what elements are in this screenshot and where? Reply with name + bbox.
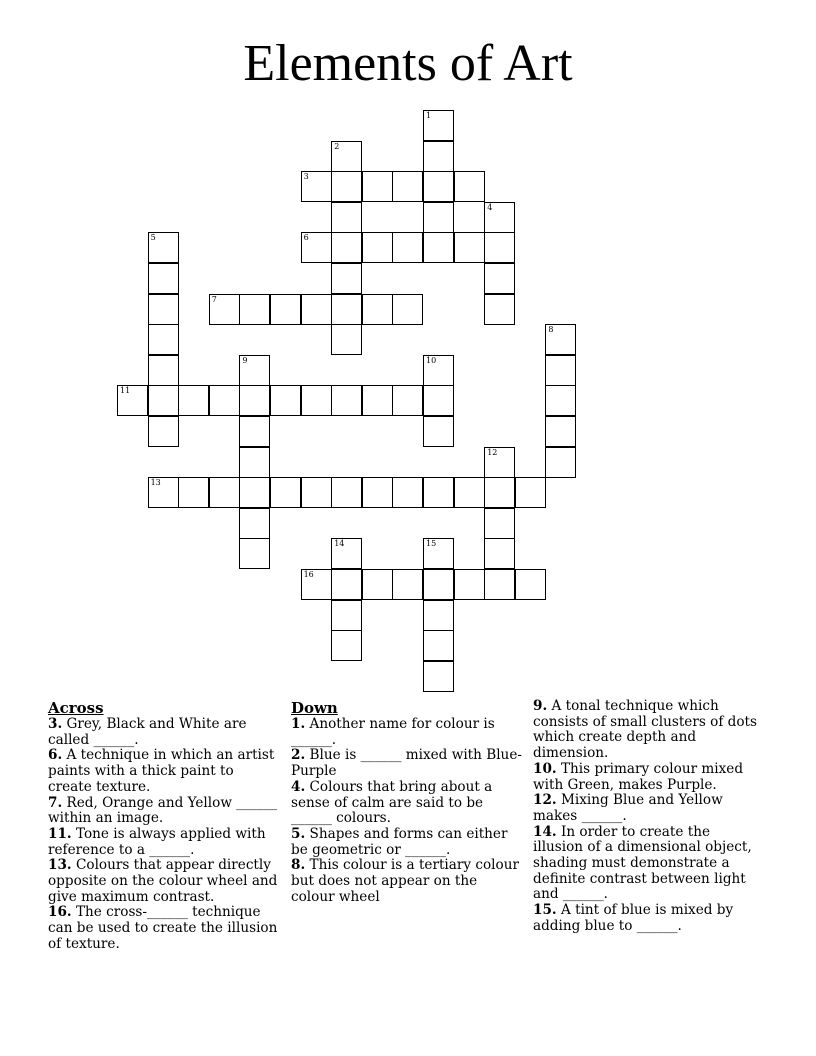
grid-cell[interactable] xyxy=(148,416,179,447)
grid-cell[interactable] xyxy=(423,110,454,141)
grid-cell[interactable] xyxy=(331,202,362,233)
grid-cell[interactable] xyxy=(545,447,576,478)
grid-cell[interactable] xyxy=(331,630,362,661)
down-clue xyxy=(533,793,763,824)
cell-number: 10 xyxy=(426,355,437,365)
down-clue xyxy=(533,903,763,934)
grid-cell[interactable] xyxy=(392,477,423,508)
grid-cell[interactable] xyxy=(545,416,576,447)
grid-cell[interactable] xyxy=(331,600,362,631)
down-clue xyxy=(291,717,523,748)
clue-text: In order to create the illusion of a dimensional object, shading must demonstrate a definite contrast between light and ______. xyxy=(533,823,752,903)
grid-cell[interactable] xyxy=(484,263,515,294)
grid-cell[interactable] xyxy=(423,141,454,172)
clue-number: 10. xyxy=(533,760,557,777)
grid-cell[interactable] xyxy=(392,171,423,202)
clue-text: Tone is always applied with reference to a ______. xyxy=(48,825,266,858)
grid-cell[interactable] xyxy=(454,477,485,508)
down-clue xyxy=(291,780,523,827)
grid-cell[interactable] xyxy=(239,508,270,539)
clue-text: This primary colour mixed with Green, makes Purple. xyxy=(533,760,744,793)
down-clue xyxy=(533,825,763,904)
grid-cell[interactable] xyxy=(331,141,362,172)
clue-text: A tint of blue is mixed by adding blue to ______. xyxy=(533,902,734,934)
grid-cell[interactable] xyxy=(423,477,454,508)
clue-text: A tonal technique which consists of small clusters of dots which create depth and dimension. xyxy=(533,698,757,762)
cell-number: 6 xyxy=(303,233,309,243)
cell-number: 7 xyxy=(211,294,217,304)
grid-cell[interactable] xyxy=(301,232,332,263)
grid-cell[interactable] xyxy=(454,171,485,202)
clue-number: 14. xyxy=(533,823,557,840)
clue-number: 13. xyxy=(48,857,72,874)
grid-cell[interactable] xyxy=(148,324,179,355)
down-clue xyxy=(291,827,523,858)
grid-cell[interactable] xyxy=(392,232,423,263)
grid-cell[interactable] xyxy=(331,538,362,569)
grid-cell[interactable] xyxy=(239,447,270,478)
down-clues-column-2 xyxy=(533,699,763,935)
grid-cell[interactable] xyxy=(331,232,362,263)
grid-cell[interactable] xyxy=(270,385,301,416)
clue-number: 15. xyxy=(533,902,557,919)
grid-cell[interactable] xyxy=(423,416,454,447)
cell-number: 16 xyxy=(303,570,314,579)
down-clue xyxy=(291,858,523,905)
cell-number: 12 xyxy=(487,447,498,457)
grid-cell[interactable] xyxy=(362,569,393,600)
grid-cell[interactable] xyxy=(484,447,515,478)
grid-cell[interactable] xyxy=(454,232,485,263)
clue-number: 16. xyxy=(48,904,72,921)
grid-cell[interactable] xyxy=(545,355,576,386)
grid-cell[interactable] xyxy=(239,477,270,508)
clue-number: 7. xyxy=(48,794,63,811)
clue-text: Colours that bring about a sense of calm are said to be ______ colours. xyxy=(291,778,493,827)
grid-cell[interactable] xyxy=(331,569,362,600)
grid-cell[interactable] xyxy=(148,355,179,386)
across-clues xyxy=(48,699,278,953)
grid-cell[interactable] xyxy=(484,538,515,569)
grid-cell[interactable] xyxy=(117,385,148,416)
cell-number: 4 xyxy=(487,202,493,212)
grid-cell[interactable] xyxy=(454,569,485,600)
cell-number: 8 xyxy=(548,325,554,335)
grid-cell[interactable] xyxy=(484,294,515,325)
grid-cell[interactable] xyxy=(331,263,362,294)
grid-cell[interactable] xyxy=(423,600,454,631)
across-clue xyxy=(48,827,278,858)
clue-text: Red, Orange and Yellow ______ within an image. xyxy=(48,794,278,827)
clue-text: Colours that appear directly opposite on the colour wheel and give maximum contrast. xyxy=(48,857,278,905)
grid-cell[interactable] xyxy=(239,538,270,569)
clue-number: 6. xyxy=(48,747,63,764)
clue-text: Another name for colour is ______. xyxy=(291,716,495,748)
grid-cell[interactable] xyxy=(362,232,393,263)
grid-cell[interactable] xyxy=(362,171,393,202)
grid-cell[interactable] xyxy=(392,294,423,325)
grid-cell[interactable] xyxy=(545,385,576,416)
grid-cell[interactable] xyxy=(331,324,362,355)
grid-cell[interactable] xyxy=(392,385,423,416)
cell-number: 13 xyxy=(150,478,161,488)
grid-cell[interactable] xyxy=(148,477,179,508)
cell-number: 11 xyxy=(120,386,131,396)
clue-number: 1. xyxy=(291,716,306,732)
grid-cell[interactable] xyxy=(423,630,454,661)
grid-cell[interactable] xyxy=(209,294,240,325)
grid-cell[interactable] xyxy=(331,294,362,325)
grid-cell[interactable] xyxy=(484,508,515,539)
clue-number: 8. xyxy=(291,857,306,874)
grid-cell[interactable] xyxy=(545,324,576,355)
clue-number: 11. xyxy=(48,825,72,842)
grid-cell[interactable] xyxy=(270,477,301,508)
clue-text: The cross-______ technique can be used to create the illusion of texture. xyxy=(48,904,278,952)
grid-cell[interactable] xyxy=(239,385,270,416)
grid-cell[interactable] xyxy=(178,477,209,508)
grid-cell[interactable] xyxy=(148,263,179,294)
grid-cell[interactable] xyxy=(239,294,270,325)
grid-cell[interactable] xyxy=(331,171,362,202)
grid-cell[interactable] xyxy=(331,385,362,416)
grid-cell[interactable] xyxy=(423,538,454,569)
cell-number: 5 xyxy=(150,233,156,243)
cell-number: 14 xyxy=(334,539,345,549)
grid-cell[interactable] xyxy=(423,232,454,263)
grid-cell[interactable] xyxy=(239,416,270,447)
across-heading: Across xyxy=(48,699,104,717)
grid-cell[interactable] xyxy=(362,477,393,508)
grid-cell[interactable] xyxy=(515,477,546,508)
grid-cell[interactable] xyxy=(362,294,393,325)
grid-cell[interactable] xyxy=(209,385,240,416)
grid-cell[interactable] xyxy=(484,202,515,233)
grid-cell[interactable] xyxy=(301,569,332,600)
down-heading: Down xyxy=(291,699,338,717)
down-clue xyxy=(533,699,763,762)
grid-cell[interactable] xyxy=(331,477,362,508)
clue-number: 5. xyxy=(291,825,306,842)
grid-cell[interactable] xyxy=(484,477,515,508)
cell-number: 2 xyxy=(334,141,340,151)
grid-cell[interactable] xyxy=(515,569,546,600)
clue-text: This colour is a tertiary colour but does not appear on the colour wheel xyxy=(291,857,519,905)
clue-text: Mixing Blue and Yellow makes ______. xyxy=(533,792,723,824)
grid-cell[interactable] xyxy=(423,661,454,692)
grid-cell[interactable] xyxy=(301,385,332,416)
grid-cell[interactable] xyxy=(423,202,454,233)
grid-cell[interactable] xyxy=(270,294,301,325)
down-clues-column-1 xyxy=(291,699,523,905)
grid-cell[interactable] xyxy=(148,294,179,325)
grid-cell[interactable] xyxy=(362,385,393,416)
down-clue xyxy=(291,748,523,779)
grid-cell[interactable] xyxy=(301,171,332,202)
grid-cell[interactable] xyxy=(423,171,454,202)
grid-cell[interactable] xyxy=(423,569,454,600)
grid-cell[interactable] xyxy=(301,477,332,508)
grid-cell[interactable] xyxy=(148,385,179,416)
grid-cell[interactable] xyxy=(423,385,454,416)
clue-number: 12. xyxy=(533,792,557,809)
grid-cell[interactable] xyxy=(484,569,515,600)
grid-cell[interactable] xyxy=(484,232,515,263)
clue-text: Grey, Black and White are called ______. xyxy=(48,716,247,748)
grid-cell[interactable] xyxy=(301,294,332,325)
across-clue xyxy=(48,796,278,827)
grid-cell[interactable] xyxy=(178,385,209,416)
grid-cell[interactable] xyxy=(209,477,240,508)
puzzle-title: Elements of Art xyxy=(243,35,573,92)
clue-number: 4. xyxy=(291,778,306,795)
grid-cell[interactable] xyxy=(423,355,454,386)
cell-number: 1 xyxy=(426,111,432,120)
across-clue xyxy=(48,858,278,905)
clue-number: 2. xyxy=(291,747,306,764)
down-clue xyxy=(533,762,763,793)
across-clue xyxy=(48,748,278,795)
cell-number: 15 xyxy=(426,539,437,549)
across-clue xyxy=(48,717,278,748)
across-clue xyxy=(48,905,278,952)
clue-number: 9. xyxy=(533,698,548,714)
grid-cell[interactable] xyxy=(148,232,179,263)
clue-number: 3. xyxy=(48,716,63,732)
cell-number: 3 xyxy=(303,172,309,182)
clue-text: Blue is ______ mixed with Blue-Purple xyxy=(291,747,522,780)
clue-text: A technique in which an artist paints with a thick paint to create texture. xyxy=(48,747,275,795)
clue-text: Shapes and forms can either be geometric or ______. xyxy=(291,825,508,858)
grid-cell[interactable] xyxy=(239,355,270,386)
cell-number: 9 xyxy=(242,355,248,365)
grid-cell[interactable] xyxy=(392,569,423,600)
